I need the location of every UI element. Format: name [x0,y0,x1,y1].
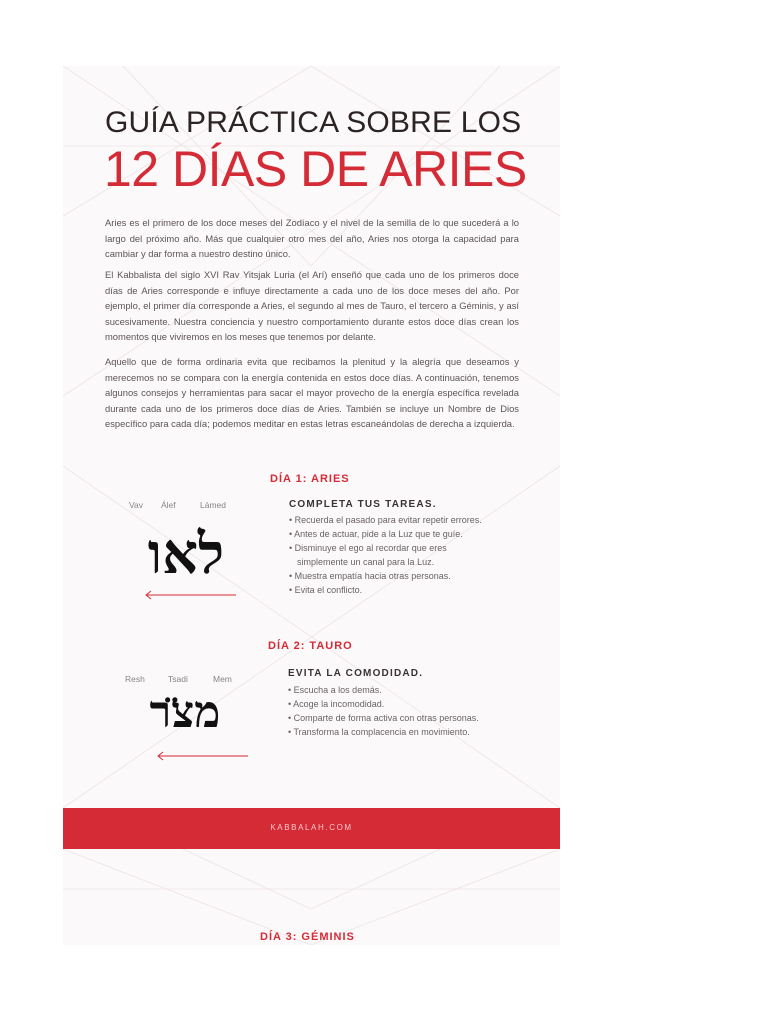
day1-tips-list [289,513,529,597]
intro-paragraph-1: Aries es el primero de los doce meses del Zodíaco y el nivel de la semilla de lo que sucederá a lo largo del próximo año. Más que cualquier otro mes del año, Aries nos otorga la capacidad para cambiar y dar forma a nuestro destino único. [105,217,519,259]
list-item: • Recuerda el pasado para evitar repetir errores. [289,513,529,527]
day2-letter-name: Mem [213,674,232,684]
day2-letter-name: Tsadi [168,674,188,684]
next-page [63,849,560,945]
page-title-line1: GUÍA PRÁCTICA SOBRE LOS [105,106,522,139]
list-item: • Disminuye el ego al recordar que eres simplemente un canal para la Luz. [289,541,487,569]
day1-letter-name: Lámed [200,500,226,510]
list-item: • Transforma la complacencia en movimiento. [288,725,538,739]
right-to-left-arrow-icon [143,590,237,600]
list-item: • Muestra empatía hacia otras personas. [289,569,529,583]
day1-letter-name: Vav [129,500,144,510]
footer-bar [63,808,560,849]
list-item: • Evita el conflicto. [289,583,529,597]
day2-task-title: EVITA LA COMODIDAD. [288,668,424,679]
footer-website-link[interactable]: KABBALAH.COM [270,823,353,832]
day2-hebrew-name: מצ̈ר [149,687,221,738]
list-item: • Comparte de forma activa con otras personas. [288,711,538,725]
list-item: • Escucha a los demás. [288,683,538,697]
day3-heading: DÍA 3: GÉMINIS [260,931,355,943]
day1-hebrew-name: לאו [147,521,225,587]
document-page [63,66,560,808]
intro-paragraph-3: Aquello que de forma ordinaria evita que recibamos la plenitud y la alegría que deseamos y merecemos no se compara con la energía contenida en estos doce días. A continuación, tenemos algunos consejos y herramientas para sacar el mayor provecho de la energía específica revelada durante cada uno de los primeros doce días de Aries. También se incluye un Nombre de Dios específico para cada día; podemos meditar en estas letras escaneándolas de derecha a izquierda. [105,356,519,429]
day2-letter-name: Resh [125,674,145,684]
day2-tips-list [288,683,538,739]
day1-letter-name: Álef [161,500,176,510]
list-item: • Antes de actuar, pide a la Luz que te guíe. [289,527,529,541]
day1-task-title: COMPLETA TUS TAREAS. [289,499,437,510]
right-to-left-arrow-icon [155,751,249,761]
list-item: • Acoge la incomodidad. [288,697,538,711]
intro-paragraph-2: El Kabbalista del siglo XVI Rav Yitsjak Luria (el Arí) enseñó que cada uno de los primeros doce días de Aries corresponde e influye directamente a cada uno de los doce meses del año. Por ejemplo, el primer día corresponde a Aries, el segundo al mes de Tauro, el tercero a Géminis, y así sucesivamente. Nuestra conciencia y nuestro comportamiento durante estos doce días crean los momentos que viviremos en los meses que tenemos por delante. [105,269,519,342]
day1-heading: DÍA 1: ARIES [270,473,350,485]
day2-heading: DÍA 2: TAURO [268,640,353,652]
page-title-line2: 12 DÍAS DE ARIES [104,141,527,197]
